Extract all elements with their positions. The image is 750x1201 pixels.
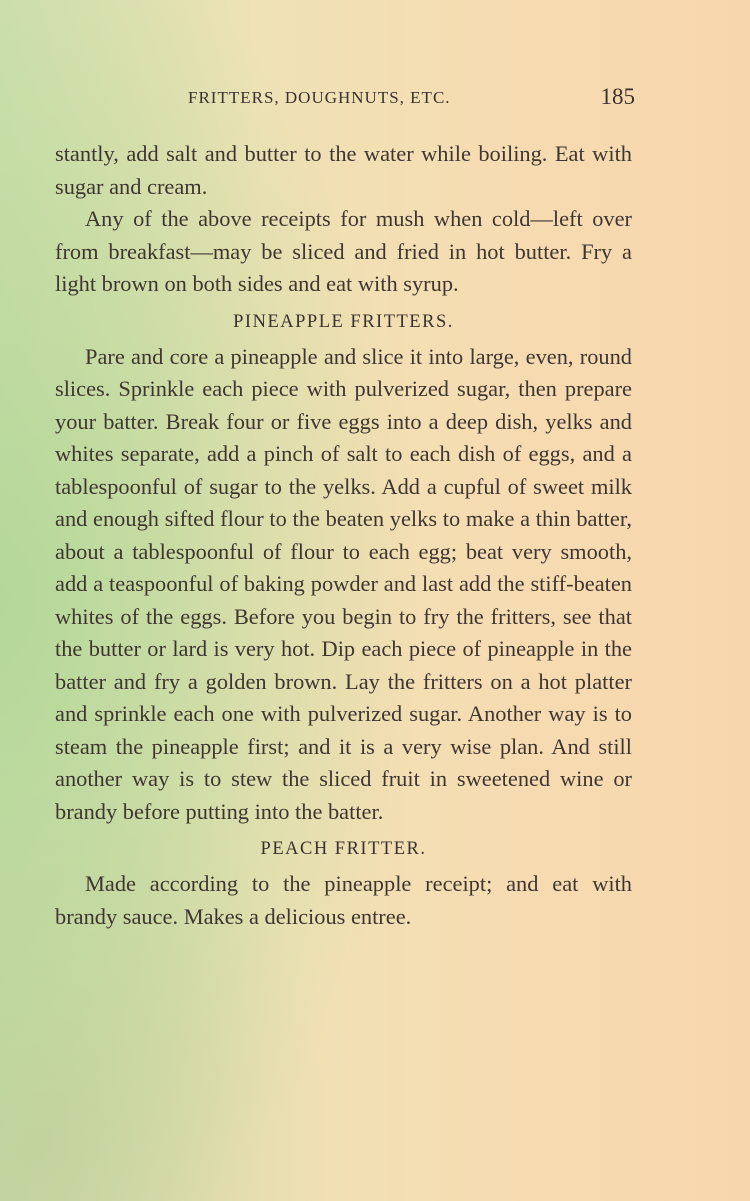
paragraph-pineapple-fritters: Pare and core a pineapple and slice it into large, even, round slices. Sprinkle each piece with pulverized sugar, then prepare your batter. Break four or five eggs into a deep dish, yelks and whites separate, add a pinch of salt to each dish of eggs, and a tablespoonful of sugar to the yelks. Add a cupful of sweet milk and enough sifted flour to the beaten yelks to make a thin batter, about a tablespoonful of flour to each egg; beat very smooth, add a teaspoonful of baking powder and last add the stiff-beaten whites of the eggs. Before you begin to fry the fritters, see that the butter or lard is very hot. Dip each piece of pineapple in the batter and fry a golden brown. Lay the fritters on a hot platter and sprinkle each one with pulverized sugar. Another way is to steam the pineapple first; and it is a very wise plan. And still another way is to stew the sliced fruit in sweetened wine or brandy before putting into the batter. bbox=[55, 343, 632, 824]
page-body bbox=[55, 138, 632, 933]
heading-pineapple-fritters: PINEAPPLE FRITTERS. bbox=[233, 311, 454, 332]
paragraph-peach-fritter: Made according to the pineapple receipt; and eat with brandy sauce. Makes a delicious entree. bbox=[55, 871, 632, 929]
heading-peach-fritter: PEACH FRITTER. bbox=[260, 839, 427, 859]
running-head: FRITTERS, DOUGHNUTS, ETC. bbox=[188, 88, 451, 107]
paragraph-fried-mush: Any of the above receipts for mush when cold—left over from breakfast—may be sliced and fried in hot butter. Fry a light brown on both sides and eat with syrup. bbox=[55, 206, 632, 296]
page-number: 185 bbox=[600, 84, 635, 109]
page-header bbox=[60, 84, 635, 114]
paragraph-mush-continued: stantly, add salt and butter to the water while boiling. Eat with sugar and cream. bbox=[55, 141, 632, 199]
